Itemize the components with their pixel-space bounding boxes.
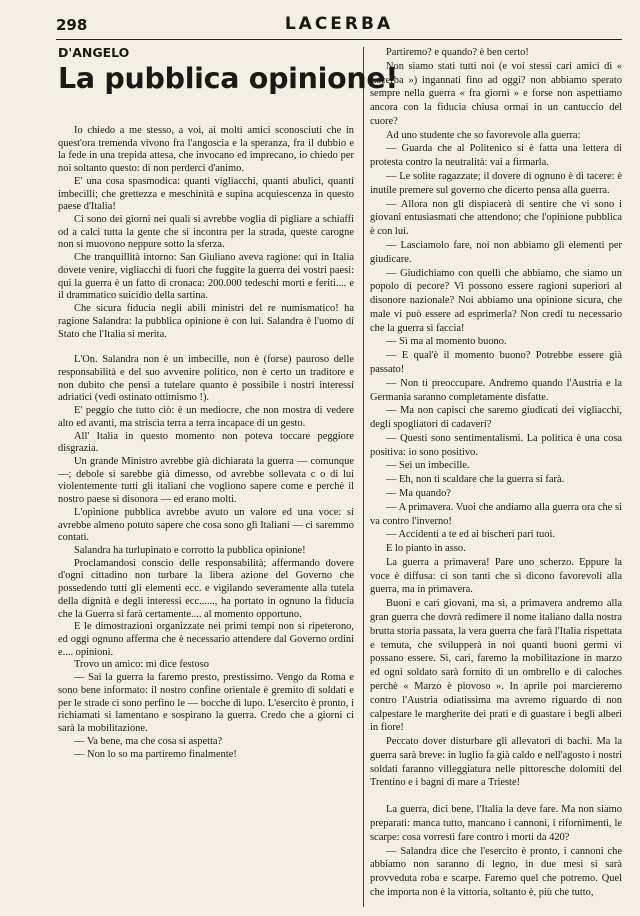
article-paragraph: — Va bene, ma che cosa si aspetta? (74, 735, 223, 747)
article-paragraph: — Giudichiamo con quelli che abbiamo, che siamo un popolo di pecore? Vi possono essere ragioni superiori al disonore nazionale? Noi abbiamo una opinione sicura, che male vi può essere ad esprimerla? Non credi tu necessario che la guerra si faccia! (370, 267, 622, 334)
article-paragraph: Trovo un amico: mi dice festoso (74, 659, 209, 671)
header-rule (56, 39, 622, 40)
column-divider (363, 47, 364, 907)
article-paragraph: — A primavera. Vuoi che andiamo alla guerra ora che si va contro l'inverno! (370, 501, 622, 527)
article-paragraph: — Ma quando? (386, 488, 451, 499)
author-kicker: D'ANGELO (58, 45, 130, 60)
article-paragraph: — Sai la guerra la faremo presto, prestissimo. Vengo da Roma e sono bene informato: il nostro confine orientale è gremito di soldati e per le strade ci sono perfino le — bocche di lupo. L'esercito è pronto, i richiamati si lamentano e sospirano la guerra. Credo che a giorni ci sarà la mobilitazione. (58, 672, 354, 735)
article-paragraph: Salandra ha turlupinato e corrotto la pubblica opinione! (74, 545, 306, 556)
article-paragraph: Un grande Ministro avrebbe già dichiarata la guerra — comunque —; debole si sarebbe già dimesso, od avrebbe sollevata c o di lui violentemente tutti gli italiani che vogliono sapere come e perchè il nostro paese si disonora — ed erano molti. (58, 455, 354, 506)
article-paragraph: Ad uno studente che so favorevole alla guerra: (386, 129, 581, 141)
article-paragraph: E' peggio che tutto ciò: è un mediocre, che non mostra di vedere alto ed avanti, ma striscia terra a terra incapace di un gesto. (58, 405, 354, 429)
article-paragraph: — Accidenti a te ed ai bischeri pari tuoi. (386, 529, 555, 541)
article-paragraph: — Sì ma al momento buono. (386, 336, 507, 348)
article-paragraph: Che sicura fiducia negli abili ministri del re numismatico! ha ragione Salandra: la pubblica opinione è con lui. Salandra è l'uomo di Stato che l'Italia si merita. (58, 303, 354, 340)
page-header (56, 14, 622, 36)
article-paragraph: E le dimostrazioni organizzate nei primi tempi non si ripeterono, ed oggi ognuno afferma che è necessario attendere dal Governo ordini e.... opinioni. (58, 621, 354, 658)
article-paragraph: Non siamo stati tutti noi (e voi stessi cari amici di « Lacerba ») ingannati fino ad oggi? non abbiamo sperato sempre nella guerra « fra giorni » e forse non aspettiamo ancora con la fiducia chiusa ormai in un cantuccio del cuore? (370, 60, 622, 127)
article-paragraph: All' Italia in questo momento non poteva toccare peggiore disgrazia. (58, 430, 354, 455)
article-paragraph: — Non ti preoccupare. Andremo quando l'Austria e la Germania saranno completamente disfatte. (370, 377, 622, 403)
article-paragraph: — Sei un imbecille. (386, 460, 470, 472)
article-paragraph: Proclamandosi conscio delle responsabilità; affermando dovere d'ogni cittadino non turbare la libera azione del Governo che possedendo tutti gli elementi ecc. e vigilando severamente alla tutela della dignità e degli interessi ecc......, ha portato in ognuno la fiducia che la Guerra si farà certamente.... al momento opportuno. (58, 557, 354, 620)
page-number: 298 (56, 16, 88, 34)
article-paragraph: — Ma non capisci che saremo giudicati dei vigliacchi, degli spogliatori di cadaveri? (370, 405, 622, 431)
article-paragraph: Ci sono dei giorni nei quali si avrebbe voglia di pigliare a schiaffi od a calci tutta la gente che si incontra per la strada, queste carogne non si muovono neppure sotto la sferza. (58, 214, 354, 251)
article-paragraph: L'opinione pubblica avrebbe avuto un valore ed una voce: si avrebbe almeno potuto sapere che cosa sono gli Italiani — ci saremmo contati. (58, 506, 354, 544)
article-paragraph: Che tranquillità intorno: San Giuliano aveva ragione: qui in Italia dovete venire, vigliacchi di fuori che fuggite la guerra dei vostri paesi: qui la guerra è un fatto di cronaca: 200.000 tedeschi morti e feriti.... e il drammatico suicidio della sartina. (58, 252, 354, 302)
article-paragraph: Partiremo? e quando? è ben certo! (386, 47, 529, 58)
article-paragraph: L'On. Salandra non è un imbecille, non è (forse) pauroso delle responsabilità e del suo avvenire politico, non è certo un traditore e non dubito che pensi a tutelare quanto è possibile i nostri interessi adriatici (vedi ostinato ottimismo !). (58, 354, 354, 404)
article-paragraph: — Lasciamolo fare, noi non abbiamo gli elementi per giudicare. (370, 239, 622, 265)
masthead: LACERBA (284, 14, 394, 34)
article-paragraph: La guerra a primavera! Pare uno scherzo. Eppure la voce è diffusa: ci son tanti che si dicono favorevoli alla guerra, ma in primavera. (370, 556, 622, 596)
article-paragraph: E lo pianto in asso. (386, 543, 466, 555)
article-paragraph: Peccato dover disturbare gli allevatori di bachi. Ma la guerra sarà breve: in luglio fa già caldo e nell'agosto i nostri soldati faranno villeggiatura nelle pittoresche dolomiti del Trentino e i bagni di mare a Trieste! (370, 736, 622, 789)
article-title: La pubblica opinione! (58, 62, 399, 95)
article-paragraph: La guerra, dici bene, l'Italia la deve fare. Ma non siamo preparati: manca tutto, mancano i cannoni, i rifornimenti, le scarpe: cosa vorresti fare contro i morti da 420? (370, 804, 622, 843)
article-paragraph: Buoni e cari giovani, ma sì, a primavera andremo alla gran guerra che dovrà redimere il nome italiano dalla nostra brutta storia passata, la vera guerra che farà l'Italia rispettata e temuta, che svilupperà in noi quanti buoni germi vi possano essere. Sì, cari, faremo la mobilitazione in marzo ed ogni soldato sarà fornito di un ombrello e di caloches perchè « Marzo è piovoso ». In aprile poi marcieremo contro l'Austria odiatissima ma avremo riguardo di non calpestare le margherite dei prati e di guastare i begli alberi in fiore! (370, 598, 622, 734)
article-paragraph: — Questi sono sentimentalismi. La politica è una cosa positiva: io sono positivo. (370, 432, 622, 458)
article-paragraph: — Le solite ragazzate; il dovere di ognuno è di tacere: è inutile premere sul governo che dicerto pensa alla guerra. (370, 171, 622, 196)
article-paragraph: — Eh, non ti scaldare che la guerra si farà. (386, 474, 565, 486)
article-paragraph: Io chiedo a me stesso, a voi, ai molti amici sconosciuti che in quest'ora tremenda vivono fra l'angoscia e la speranza, fra il dubbio e la fede in una trepida attesa, che invocano ed imprecano, io chiedo per noi soltanto questo: di non perderci d'animo. (58, 125, 354, 175)
article-paragraph: — Allora non gli dispiacerà di sentire che vi sono i giovani entusiasmati che attendono; che l'opinione pubblica è con lui. (370, 198, 622, 238)
article-paragraph: — Non lo so ma partiremo finalmente! (74, 748, 237, 760)
left-column (58, 45, 399, 761)
article-paragraph: — Salandra dice che l'esercito è pronto, i cannoni che abbiamo non saranno di legno, in due mesi si sarà provveduta roba e scarpe. Faremo quel che potremo. Quel che importa non è la vittoria, soltanto è, più che tutto, (370, 845, 622, 898)
article-paragraph: E' una cosa spasmodica: quanti vigliacchi, quanti abulici, quanti imbecilli; che grettezza e meschinità e supina acquiescenza in questo paese d'Italia! (58, 175, 354, 213)
article-paragraph: — E qual'è il momento buono? Potrebbe essere già passato! (370, 350, 622, 375)
right-column (370, 46, 622, 900)
article-paragraph: — Guarda che al Politenico si è fatta una lettera di protesta contro la neutralità: vai a firmarla. (370, 143, 622, 169)
